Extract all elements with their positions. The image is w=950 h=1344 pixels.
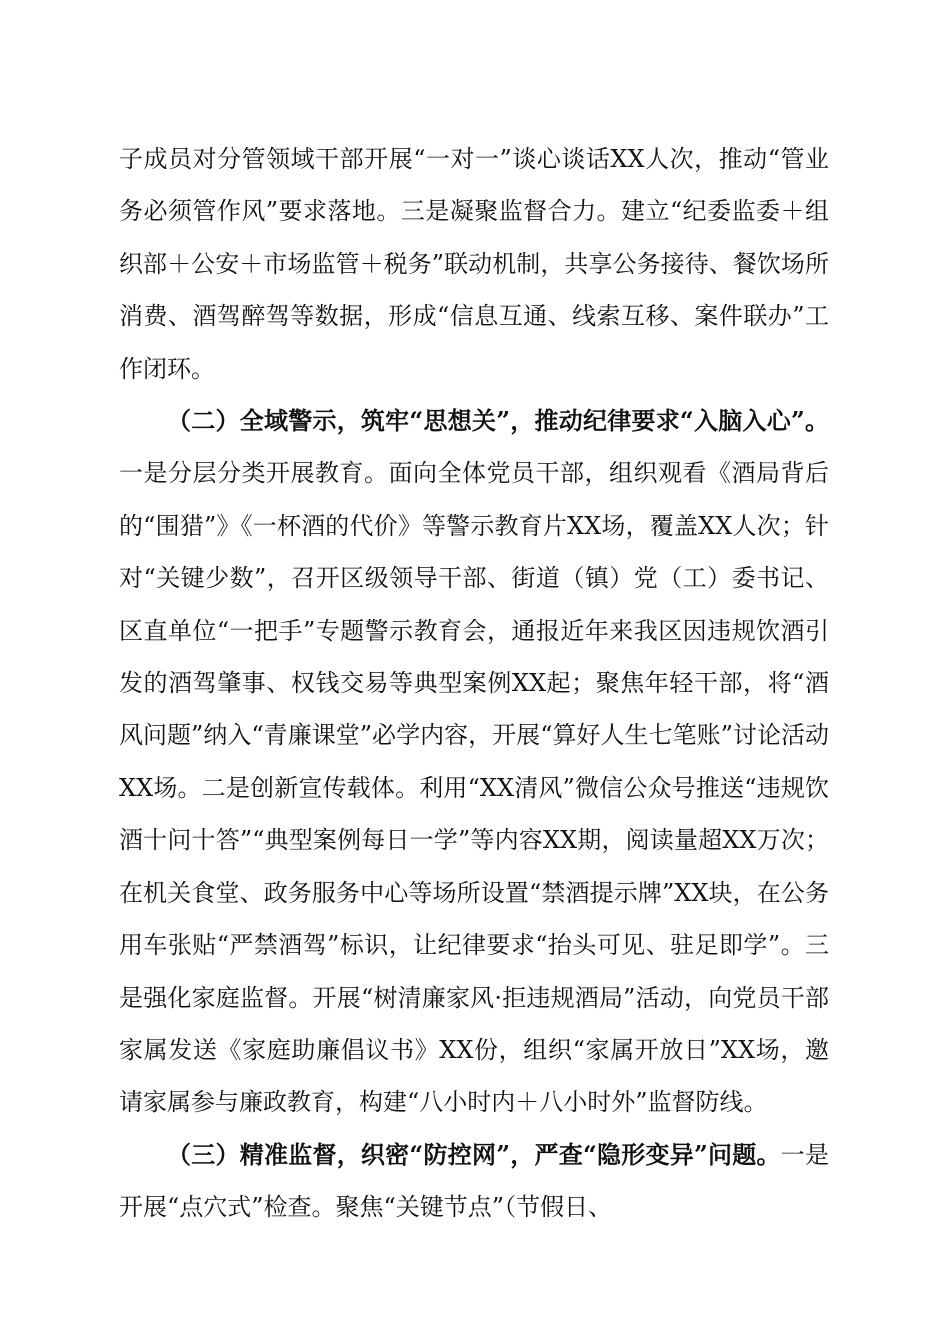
section-2-body: 一是分层分类开展教育。面向全体党员干部，组织观看《酒局背后的“围猎”》《一杯酒的代价》等警示教育片XX场，覆盖XX人次；针对“关键少数”，召开区级领导干部、街道（镇）党（工）委书记、区直单位“一把手”专题警示教育会，通报近年来我区因违规饮酒引发的酒驾肇事、权钱交易等典型案例XX起；聚焦年轻干部，将“酒风问题”纳入“青廉课堂”必学内容，开展“算好人生七笔账”讨论活动XX场。二是创新宣传载体。利用“XX清风”微信公众号推送“违规饮酒十问十答”“典型案例每日一学”等内容XX期，阅读量超XX万次；在机关食堂、政务服务中心等场所设置“禁酒提示牌”XX块，在公务用车张贴“严禁酒驾”标识，让纪律要求“抬头可见、驻足即学”。三是强化家庭监督。开展“树清廉家风·拒违规酒局”活动，向党员干部家属发送《家庭助廉倡议书》XX份，组织“家属开放日”XX场，邀请家属参与廉政教育，构建“八小时内＋八小时外”监督防线。 (119, 459, 829, 1117)
section-3-body: 一是开展“点穴式”检查。聚焦“关键节点”（节假日、 (119, 1140, 830, 1222)
section-2-paragraph (119, 395, 829, 1129)
paragraph-1-text: 子成员对分管领域干部开展“一对一”谈心谈话XX人次，推动“管业务必须管作风”要求落地。三是凝聚监督合力。建立“纪委监委＋组织部＋公安＋市场监管＋税务”联动机制，共享公务接待、餐饮场所消费、酒驾醉驾等数据，形成“信息互通、线索互移、案件联办”工作闭环。 (119, 145, 829, 383)
section-3-paragraph (119, 1129, 829, 1234)
document-body (119, 133, 829, 1234)
section-3-heading: （三）精准监督，织密“防控网”，严查“隐形变异”问题。 (167, 1139, 781, 1169)
section-2-heading: （二）全域警示，筑牢“思想关”，推动纪律要求“入脑入心”。 (167, 406, 829, 436)
paragraph-continuation (119, 133, 829, 395)
